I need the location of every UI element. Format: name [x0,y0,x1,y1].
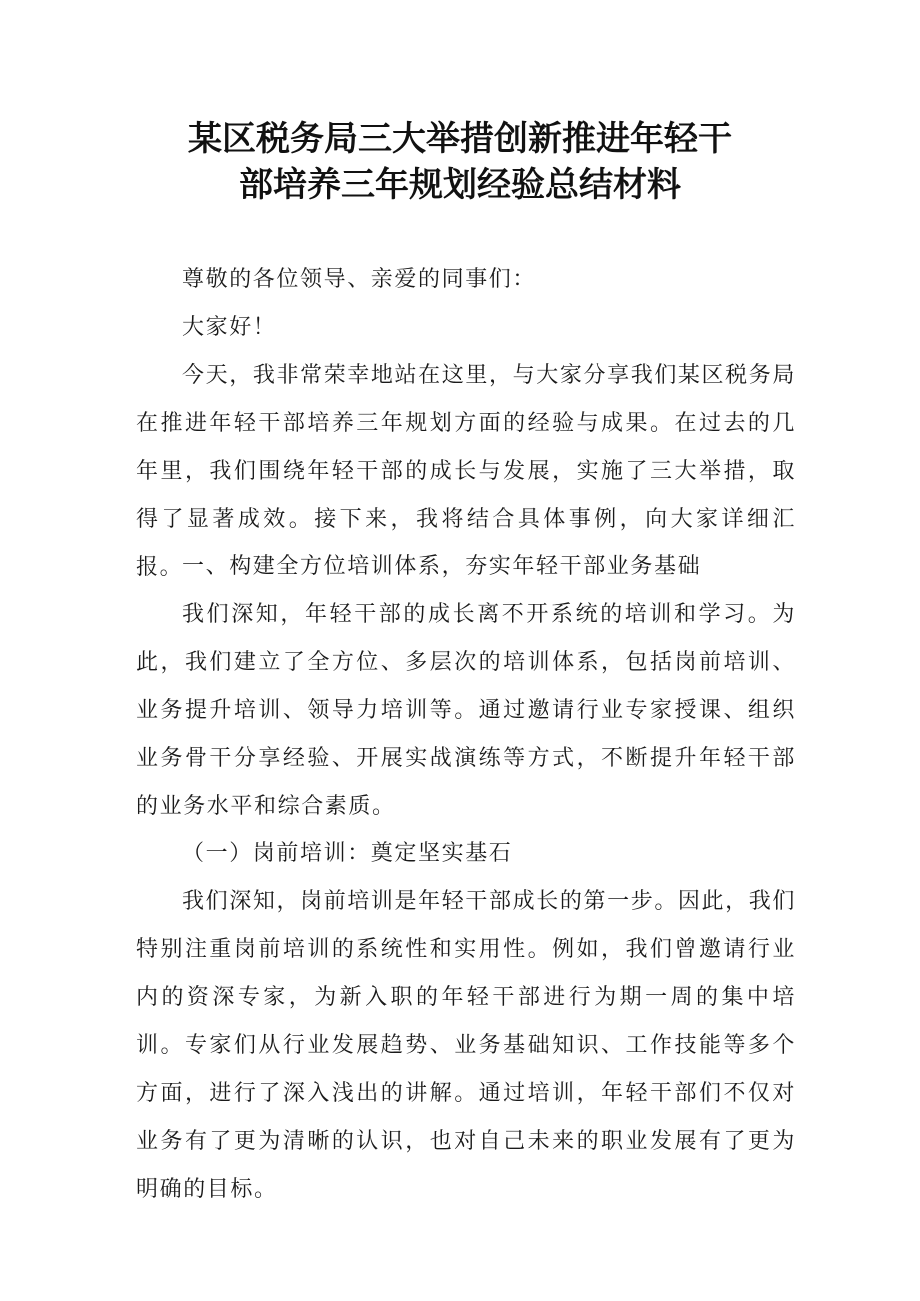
intro-paragraph: 今天，我非常荣幸地站在这里，与大家分享我们某区税务局在推进年轻干部培养三年规划方面的经验与成果。在过去的几年里，我们围绕年轻干部的成长与发展，实施了三大举措，取得了显著成效。接下来，我将结合具体事例，向大家详细汇报。 [136,363,796,580]
greeting: 大家好！ [182,315,277,340]
subsection-1-heading: （一）岗前培训：奠定坚实基石 [182,841,513,866]
document-title-line-1: 某区税务局三大举措创新推进年轻干 [188,119,732,159]
document-title-line-2: 部培养三年规划经验总结材料 [239,165,681,205]
subsection-1-body: 我们深知，岗前培训是年轻干部成长的第一步。因此，我们特别注重岗前培训的系统性和实用性。例如，我们曾邀请行业内的资深专家，为新入职的年轻干部进行为期一周的集中培训。专家们从行业发展趋势、业务基础知识、工作技能等多个方面，进行了深入浅出的讲解。通过培训，年轻干部们不仅对业务有了更为清晰的认识，也对自己未来的职业发展有了更为明确的目标。 [136,889,796,1202]
section-1-body: 我们深知，年轻干部的成长离不开系统的培训和学习。为此，我们建立了全方位、多层次的培训体系，包括岗前培训、业务提升培训、领导力培训等。通过邀请行业专家授课、组织业务骨干分享经验、开展实战演练等方式，不断提升年轻干部的业务水平和综合素质。 [136,602,796,819]
section-1-heading: 一、构建全方位培训体系，夯实年轻干部业务基础 [182,554,702,579]
salutation: 尊敬的各位领导、亲爱的同事们： [182,267,537,292]
